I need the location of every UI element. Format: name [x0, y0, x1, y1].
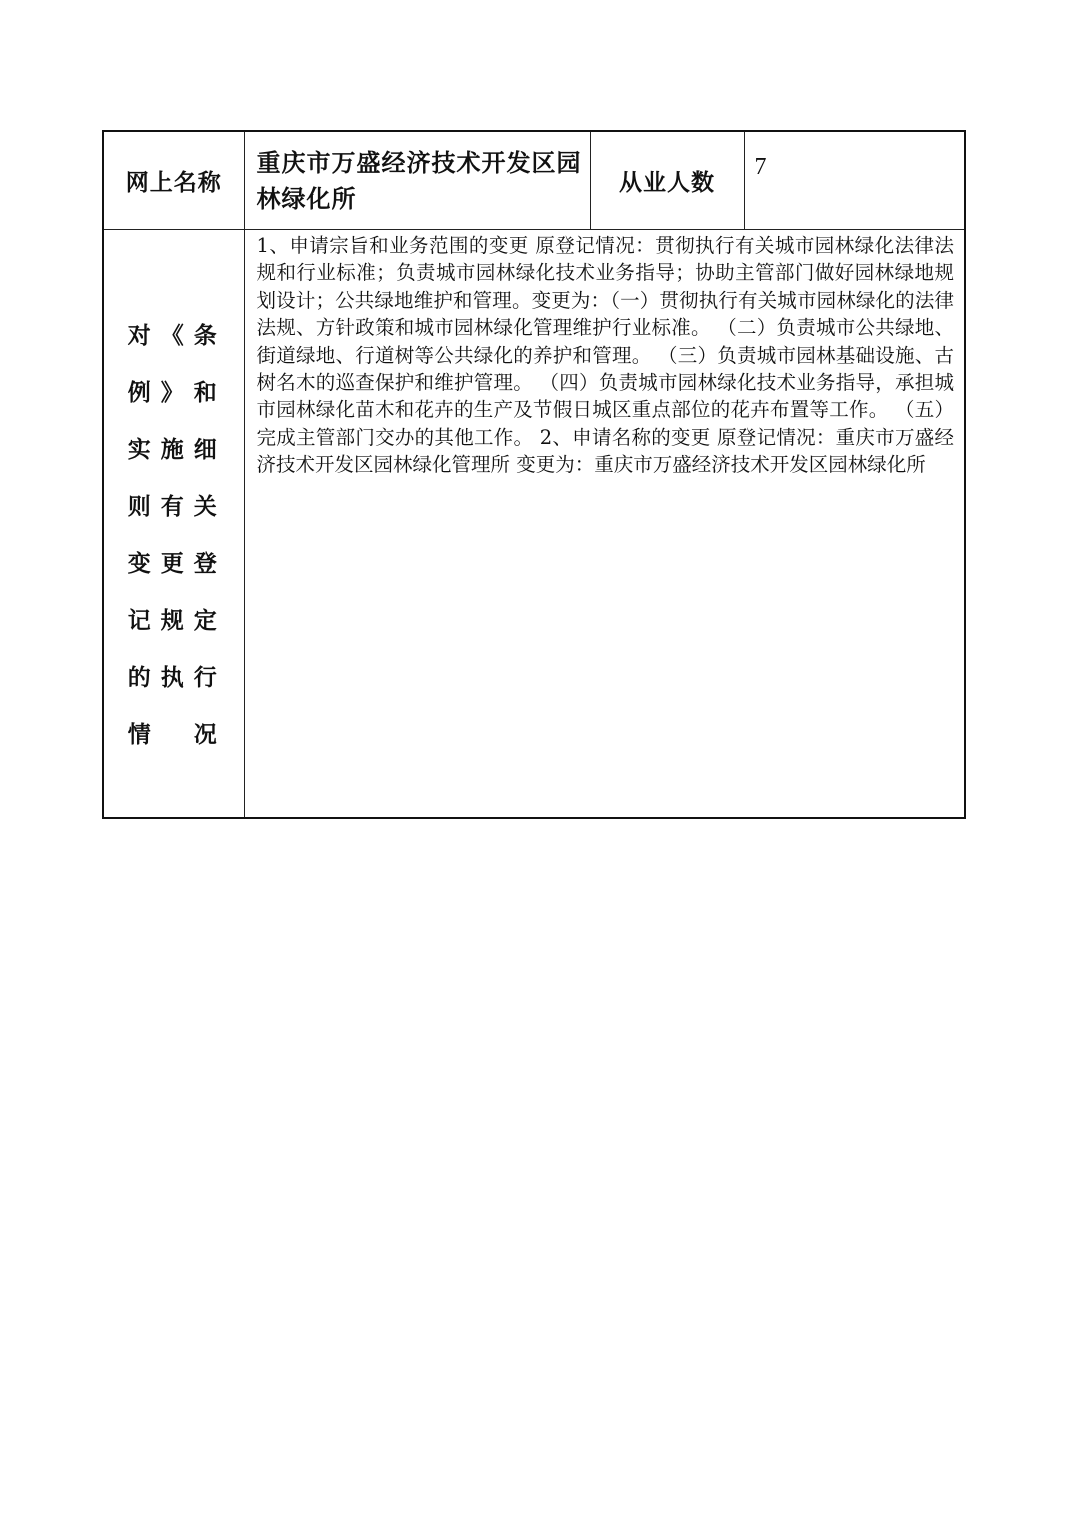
regulation-row [103, 230, 965, 819]
staff-value: 7 [744, 131, 965, 230]
name-row [103, 131, 965, 230]
name-value: 重庆市万盛经济技术开发区园林绿化所 [244, 131, 590, 230]
registration-table [102, 130, 966, 819]
regulation-label-cell [103, 230, 244, 819]
regulation-label: 对《条例》和实施细则有关变更登记规定的执行情 况 [127, 323, 220, 748]
regulation-text: 1、申请宗旨和业务范围的变更 原登记情况：贯彻执行有关城市园林绿化法律法规和行业标准；负责城市园林绿化技术业务指导；协助主管部门做好园林绿地规划设计；公共绿地维护和管理。变更为：（一）贯彻执行有关城市园林绿化的法律法规、方针政策和城市园林绿化管理维护行业标准。 （二）负责城市公共绿地、街道绿地、行道树等公共绿化的养护和管理。 （三）负责城市园林基础设施、古树名木的巡查保护和维护管理。 （四）负责城市园林绿化技术业务指导，承担城市园林绿化苗木和花卉的生产及节假日城区重点部位的花卉布置等工作。 （五）完成主管部门交办的其他工作。 2、申请名称的变更 原登记情况：重庆市万盛经济技术开发区园林绿化管理所 变更为：重庆市万盛经济技术开发区园林绿化所 [244, 230, 965, 819]
name-label: 网上名称 [103, 131, 244, 230]
staff-label: 从业人数 [590, 131, 744, 230]
